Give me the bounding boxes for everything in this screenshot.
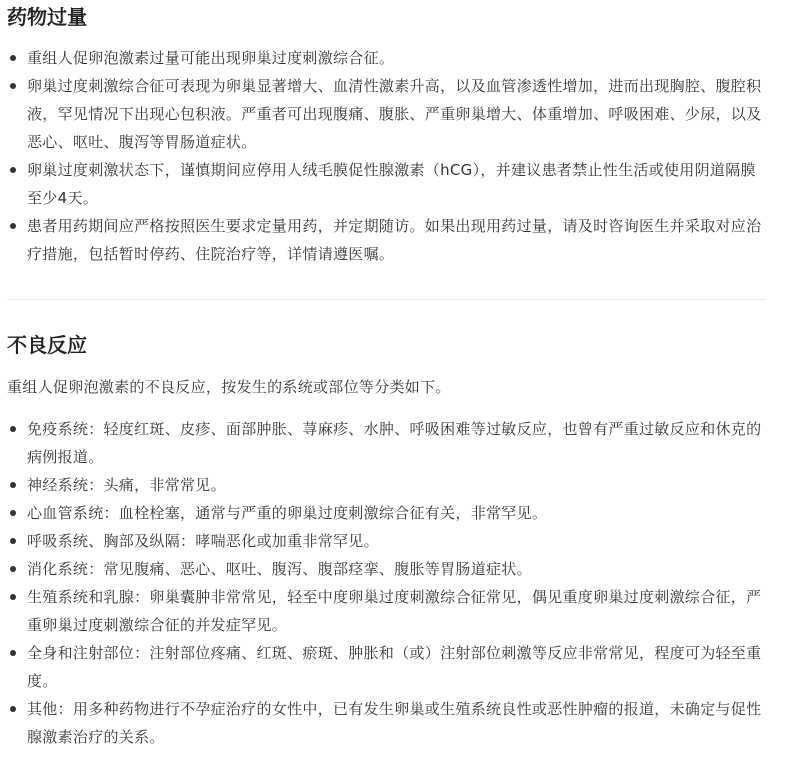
list-item-text: 其他：用多种药物进行不孕症治疗的女性中，已有发生卵巢或生殖系统良性或恶性肿瘤的报道，未确定与促性腺激素治疗的关系。 [27, 700, 762, 746]
list-item-text: 生殖系统和乳腺：卵巢囊肿非常常见，轻至中度卵巢过度刺激综合征常见，偶见重度卵巢过度刺激综合征，严重卵巢过度刺激综合征的并发症罕见。 [27, 588, 762, 634]
list-item-text: 全身和注射部位：注射部位疼痛、红斑、瘀斑、肿胀和（或）注射部位刺激等反应非常常见，程度可为轻至重度。 [27, 644, 762, 690]
bullet-icon [10, 167, 16, 173]
list-item-text: 神经系统：头痛，非常常见。 [27, 476, 226, 494]
list-item [7, 156, 767, 212]
bullet-icon [10, 510, 16, 516]
list-item [7, 72, 767, 156]
overdose-heading: 药物过量 [7, 5, 87, 29]
adverse-reactions-section [7, 330, 767, 751]
list-item-text: 患者用药期间应严格按照医生要求定量用药，并定期随访。如果出现用药过量，请及时咨询医生并采取对应治疗措施，包括暂时停药、住院治疗等，详情请遵医嘱。 [27, 217, 762, 263]
list-item [7, 415, 767, 471]
list-item [7, 583, 767, 639]
bullet-icon [10, 55, 16, 61]
adverse-reactions-heading: 不良反应 [7, 333, 87, 357]
overdose-section [7, 2, 767, 268]
list-item-text: 呼吸系统、胸部及纵隔：哮喘恶化或加重非常罕见。 [27, 532, 379, 550]
list-item [7, 44, 767, 72]
list-item [7, 555, 767, 583]
overdose-list [7, 44, 767, 268]
adverse-reactions-list [7, 415, 767, 751]
section-divider [7, 299, 766, 300]
list-item [7, 471, 767, 499]
list-item-text: 消化系统：常见腹痛、恶心、呕吐、腹泻、腹部痉挛、腹胀等胃肠道症状。 [27, 560, 532, 578]
list-item [7, 695, 767, 751]
adverse-reactions-intro: 重组人促卵泡激素的不良反应，按发生的系统或部位等分类如下。 [7, 378, 451, 396]
list-item-text: 重组人促卵泡激素过量可能出现卵巢过度刺激综合征。 [27, 49, 395, 67]
bullet-icon [10, 83, 16, 89]
list-item [7, 499, 767, 527]
bullet-icon [10, 538, 16, 544]
bullet-icon [10, 594, 16, 600]
list-item-text: 免疫系统：轻度红斑、皮疹、面部肿胀、荨麻疹、水肿、呼吸困难等过敏反应，也曾有严重过敏反应和休克的病例报道。 [27, 420, 762, 466]
bullet-icon [10, 426, 16, 432]
bullet-icon [10, 706, 16, 712]
list-item [7, 639, 767, 695]
list-item [7, 527, 767, 555]
bullet-icon [10, 650, 16, 656]
bullet-icon [10, 482, 16, 488]
list-item [7, 212, 767, 268]
list-item-text: 心血管系统：血栓栓塞，通常与严重的卵巢过度刺激综合征有关，非常罕见。 [27, 504, 548, 522]
list-item-text: 卵巢过度刺激综合征可表现为卵巢显著增大、血清性激素升高，以及血管渗透性增加，进而出现胸腔、腹腔积液，罕见情况下出现心包积液。严重者可出现腹痛、腹胀、严重卵巢增大、体重增加、呼吸困难、少尿，以及恶心、呕吐、腹泻等胃肠道症状。 [27, 77, 762, 151]
list-item-text: 卵巢过度刺激状态下，谨慎期间应停用人绒毛膜促性腺激素（hCG），并建议患者禁止性生活或使用阴道隔膜至少4天。 [27, 161, 756, 207]
bullet-icon [10, 223, 16, 229]
bullet-icon [10, 566, 16, 572]
